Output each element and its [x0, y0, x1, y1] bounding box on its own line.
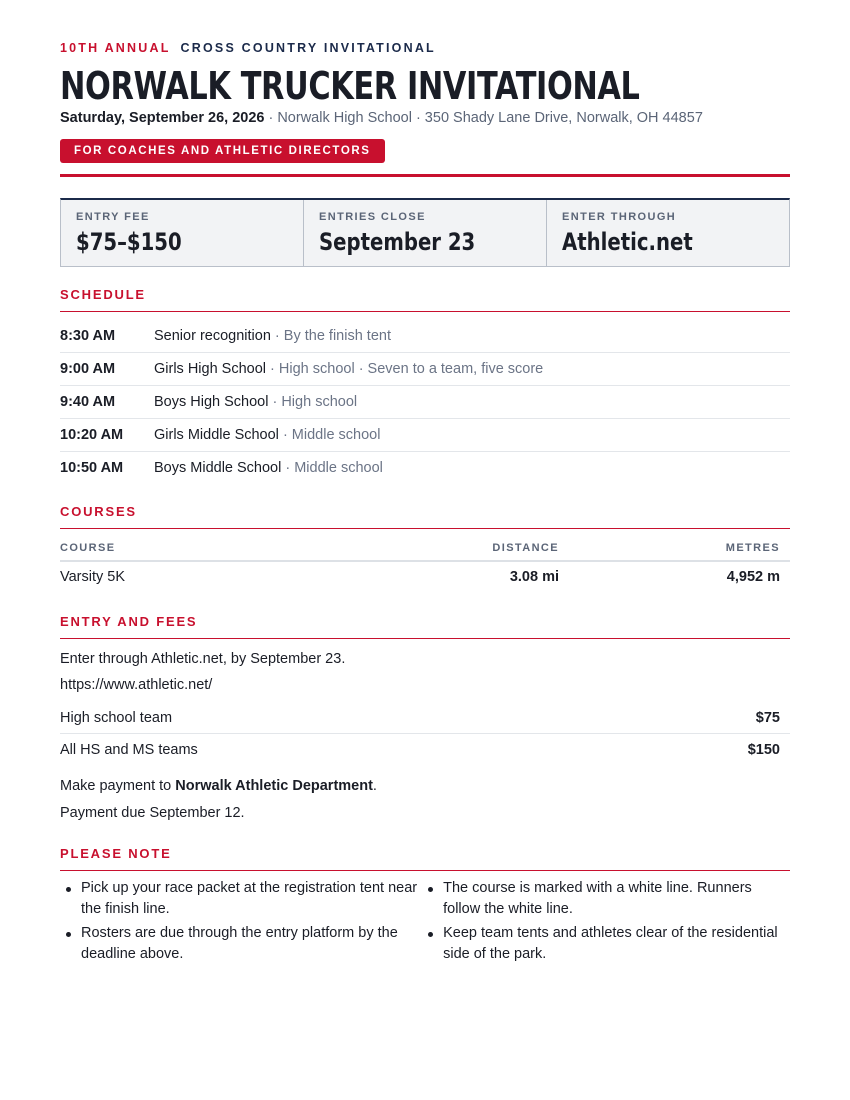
payment-suffix: . — [372, 778, 377, 794]
event-meta — [60, 110, 703, 126]
payment-due: Payment due September 12. — [60, 805, 245, 821]
courses-heading: COURSES — [60, 504, 790, 529]
eyebrow-edition: 10TH ANNUAL — [60, 41, 171, 55]
payment-prefix: Make payment to — [60, 778, 176, 794]
schedule-entry — [154, 427, 380, 443]
schedule-time: 9:00 AM — [60, 361, 116, 377]
header-divider — [60, 174, 790, 177]
course-name: Varsity 5K — [60, 569, 126, 585]
schedule-entry — [154, 328, 391, 344]
fee-list — [60, 702, 790, 765]
stat-entry-fee — [61, 200, 304, 266]
list-item: Keep team tents and athletes clear of the residential side of the park. — [443, 923, 790, 965]
schedule-event: Boys High School — [154, 394, 269, 410]
schedule-detail: · By the finish tent — [270, 328, 391, 344]
stat-value: Athletic.net — [562, 228, 693, 256]
entry-heading: ENTRY AND FEES — [60, 614, 790, 639]
stat-value: September 23 — [319, 228, 476, 256]
list-item: Rosters are due through the entry platform by the deadline above. — [81, 923, 418, 965]
schedule-event: Girls Middle School — [154, 427, 279, 443]
stat-value: $75–$150 — [76, 228, 182, 256]
stat-label: ENTRY FEE — [76, 211, 150, 223]
schedule-list — [60, 320, 790, 484]
notes-column-left — [60, 878, 418, 968]
schedule-event: Boys Middle School — [154, 460, 282, 476]
fee-label: High school team — [60, 709, 173, 726]
fee-row — [60, 734, 790, 765]
list-item: The course is marked with a white line. Runners follow the white line. — [443, 878, 790, 920]
audience-badge: FOR COACHES AND ATHLETIC DIRECTORS — [60, 139, 385, 163]
schedule-row — [60, 353, 790, 386]
eyebrow — [60, 41, 436, 55]
entry-instructions: Enter through Athletic.net, by September 23. — [60, 651, 346, 667]
fee-row — [60, 702, 790, 734]
schedule-entry — [154, 460, 383, 476]
schedule-time: 10:50 AM — [60, 460, 124, 476]
column-header-course: COURSE — [60, 541, 116, 554]
entry-url[interactable]: https://www.athletic.net/ — [60, 677, 213, 693]
stat-label: ENTER THROUGH — [562, 211, 677, 223]
course-distance: 3.08 mi — [509, 569, 559, 585]
fee-amount: $75 — [755, 709, 780, 726]
schedule-entry — [154, 361, 543, 377]
payment-instructions — [60, 778, 377, 794]
schedule-row — [60, 452, 790, 484]
notes-list — [60, 878, 790, 968]
event-location: · Norwalk High School · 350 Shady Lane Drive, Norwalk, OH 44857 — [264, 110, 703, 126]
table-row — [60, 562, 790, 592]
column-header-metres: METRES — [725, 541, 780, 554]
schedule-row — [60, 386, 790, 419]
course-metres: 4,952 m — [726, 569, 780, 585]
list-item: Pick up your race packet at the registration tent near the finish line. — [81, 878, 418, 920]
schedule-detail: · High school · Seven to a team, five score — [266, 361, 544, 377]
page-title: NORWALK TRUCKER INVITATIONAL — [60, 64, 640, 108]
courses-table — [60, 535, 790, 592]
eyebrow-event-type: CROSS COUNTRY INVITATIONAL — [180, 41, 436, 55]
stat-enter-through — [547, 200, 789, 266]
column-header-distance: DISTANCE — [492, 541, 559, 554]
schedule-detail: · High school — [268, 394, 358, 410]
event-date: Saturday, September 26, 2026 — [60, 110, 265, 126]
stat-entries-close — [304, 200, 547, 266]
schedule-detail: · Middle school — [281, 460, 383, 476]
key-facts — [60, 198, 790, 267]
schedule-heading: SCHEDULE — [60, 287, 790, 312]
schedule-time: 8:30 AM — [60, 328, 116, 344]
schedule-event: Senior recognition — [154, 328, 271, 344]
fee-label: All HS and MS teams — [60, 741, 198, 758]
payee: Norwalk Athletic Department — [175, 778, 373, 794]
notes-column-right — [422, 878, 790, 968]
schedule-row — [60, 320, 790, 353]
schedule-detail: · Middle school — [278, 427, 381, 443]
notes-heading: PLEASE NOTE — [60, 846, 790, 871]
courses-header-row — [60, 535, 790, 562]
fee-amount: $150 — [747, 741, 780, 758]
stat-label: ENTRIES CLOSE — [319, 211, 426, 223]
schedule-time: 9:40 AM — [60, 394, 116, 410]
schedule-row — [60, 419, 790, 452]
schedule-entry — [154, 394, 357, 410]
schedule-time: 10:20 AM — [60, 427, 124, 443]
schedule-event: Girls High School — [154, 361, 267, 377]
